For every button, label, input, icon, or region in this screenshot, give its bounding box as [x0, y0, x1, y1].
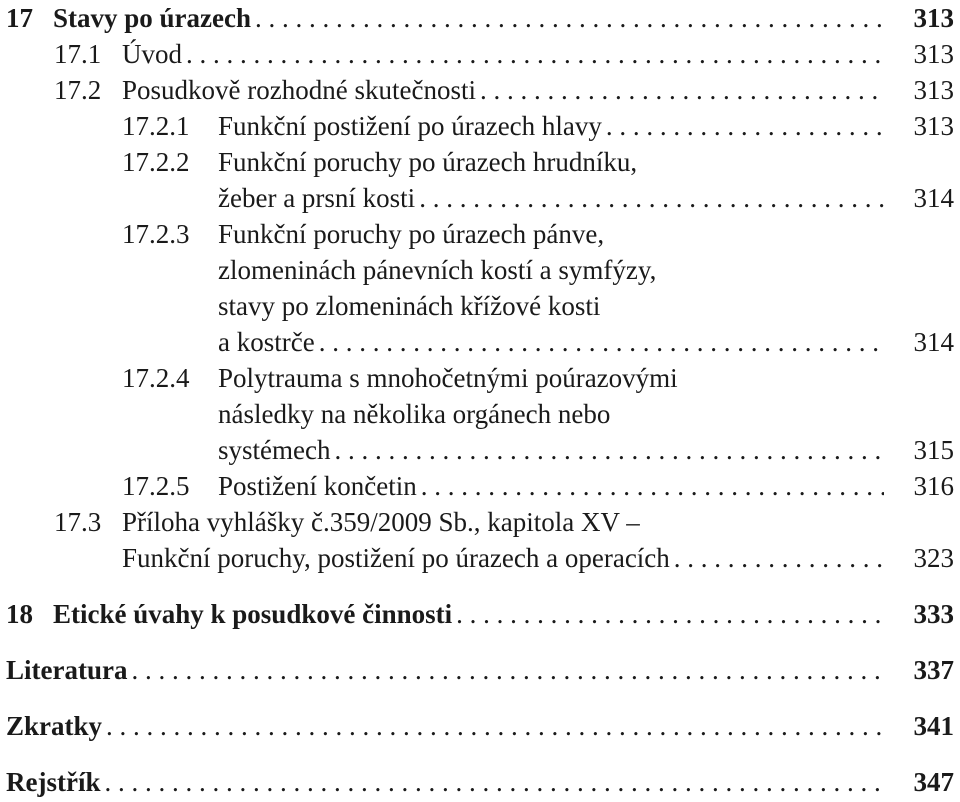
- dot-leader: [674, 540, 884, 576]
- toc-entry-17-2-3-cont: [218, 252, 954, 288]
- dot-leader: [456, 596, 884, 632]
- toc-entry-17-2-5[interactable]: [122, 468, 954, 504]
- toc-title-line: žeber a prsní kosti: [218, 183, 416, 213]
- toc-entry-literatura[interactable]: [6, 652, 954, 688]
- toc-title: Úvod: [122, 39, 182, 69]
- toc-page-number: 313: [913, 75, 954, 105]
- toc-entry-17-2-1[interactable]: [122, 108, 954, 144]
- toc-page-number: 316: [913, 471, 954, 501]
- dot-leader: [334, 432, 884, 468]
- toc-page-number: 314: [913, 327, 954, 357]
- toc-number: 18: [6, 599, 33, 629]
- toc-number: 17.2.3: [122, 219, 190, 249]
- toc-entry-17-2-2[interactable]: [122, 144, 954, 180]
- toc-page-number: 315: [913, 435, 954, 465]
- toc-number: 17.2.1: [122, 111, 190, 141]
- toc-number: 17.2: [54, 75, 102, 105]
- toc-page-number: 347: [913, 767, 954, 797]
- toc-number: 17.2.5: [122, 471, 190, 501]
- toc-title-line: a kostrče: [218, 327, 315, 357]
- toc-entry-17-3[interactable]: [54, 504, 954, 540]
- dot-leader: [480, 72, 884, 108]
- toc-entry-17-1[interactable]: [54, 36, 954, 72]
- toc-number: 17: [6, 3, 33, 33]
- toc-entry-zkratky[interactable]: [6, 708, 954, 744]
- toc-title: Postižení končetin: [218, 471, 417, 501]
- dot-leader: [106, 708, 884, 744]
- toc-title-line: Funkční poruchy, postižení po úrazech a operacích: [122, 543, 670, 573]
- toc-title: Zkratky: [6, 711, 103, 741]
- toc-number: 17.1: [54, 39, 102, 69]
- dot-leader: [186, 36, 884, 72]
- toc-title: Etické úvahy k posudkové činnosti: [53, 599, 453, 629]
- toc-title-line: systémech: [218, 435, 331, 465]
- toc-entry-17-2-2-cont[interactable]: [218, 180, 954, 216]
- toc-entry-17-3-cont[interactable]: [122, 540, 954, 576]
- dot-leader: [131, 652, 884, 688]
- toc-title-line: Funkční poruchy po úrazech pánve,: [218, 219, 605, 249]
- toc-title-line: následky na několika orgánech nebo: [218, 399, 611, 429]
- dot-leader: [104, 764, 884, 800]
- toc-title: Rejstřík: [6, 767, 101, 797]
- toc-entry-17-2-4[interactable]: [122, 360, 954, 396]
- toc-title-line: stavy po zlomeninách křížové kosti: [218, 291, 601, 321]
- toc-number: 17.2.4: [122, 363, 190, 393]
- toc-title: Posudkově rozhodné skutečnosti: [122, 75, 476, 105]
- toc-page-number: 333: [913, 599, 954, 629]
- toc-title-line: Polytrauma s mnohočetnými poúrazovými: [218, 363, 678, 393]
- toc-number: 17.2.2: [122, 147, 190, 177]
- toc-entry-17-2-3-cont[interactable]: [218, 324, 954, 360]
- toc-page-number: 313: [913, 111, 954, 141]
- toc-entry-17-2[interactable]: [54, 72, 954, 108]
- toc-title: Stavy po úrazech: [53, 3, 251, 33]
- toc-page-number: 337: [913, 655, 954, 685]
- dot-leader: [319, 324, 884, 360]
- toc-title-line: Funkční poruchy po úrazech hrudníku,: [218, 147, 638, 177]
- toc-title: Literatura: [6, 655, 128, 685]
- toc-entry-18[interactable]: [6, 596, 954, 632]
- toc-page-number: 313: [913, 3, 954, 33]
- toc-entry-rejstrik[interactable]: [6, 764, 954, 800]
- toc-title: Funkční postižení po úrazech hlavy: [218, 111, 602, 141]
- toc-page-number: 313: [913, 39, 954, 69]
- toc-page-number: 314: [913, 183, 954, 213]
- toc-entry-17-2-4-cont: [218, 396, 954, 432]
- toc-entry-17-2-4-cont[interactable]: [218, 432, 954, 468]
- dot-leader: [419, 180, 884, 216]
- dot-leader: [255, 0, 884, 36]
- dot-leader: [421, 468, 884, 504]
- toc-page-number: 341: [913, 711, 954, 741]
- toc-number: 17.3: [54, 507, 102, 537]
- toc-title-line: Příloha vyhlášky č.359/2009 Sb., kapitola XV –: [122, 507, 640, 537]
- toc-title-line: zlomeninách pánevních kostí a symfýzy,: [218, 255, 657, 285]
- dot-leader: [606, 108, 884, 144]
- toc-entry-17[interactable]: [6, 0, 954, 36]
- toc-entry-17-2-3-cont: [218, 288, 954, 324]
- toc-entry-17-2-3[interactable]: [122, 216, 954, 252]
- toc-page-number: 323: [913, 543, 954, 573]
